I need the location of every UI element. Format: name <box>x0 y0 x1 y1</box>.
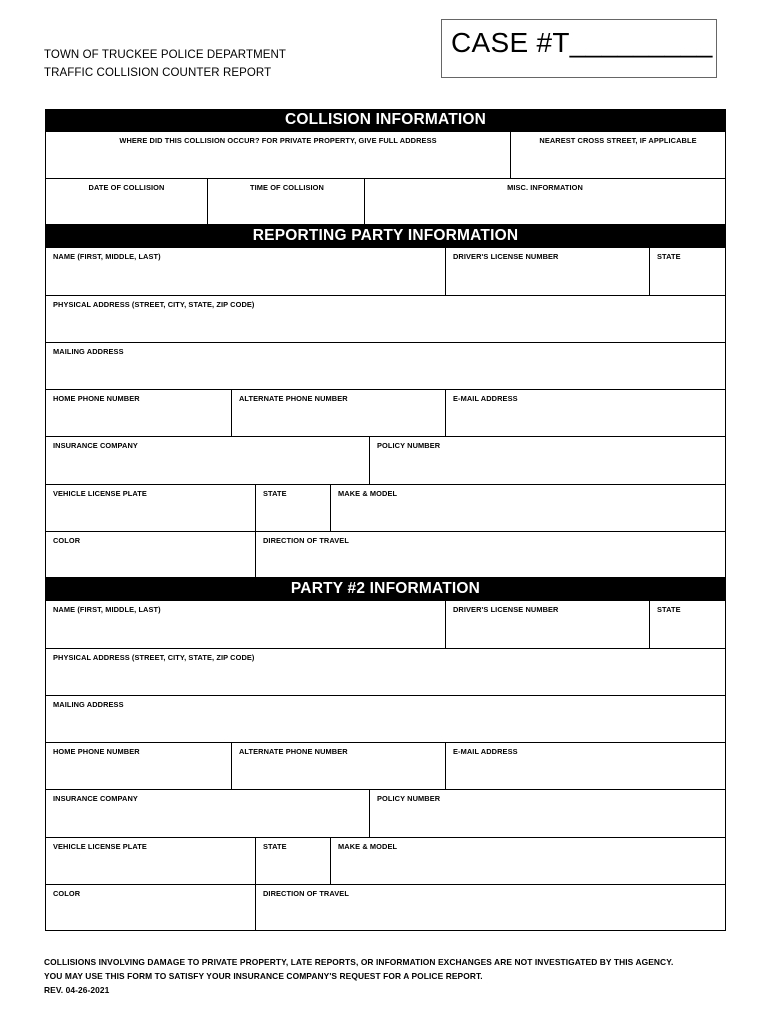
p2-mailing-address-field[interactable] <box>45 695 726 743</box>
p2-policy-field[interactable] <box>369 789 726 838</box>
misc-info-field[interactable] <box>364 178 726 225</box>
p2-dl-state-field[interactable] <box>649 600 726 649</box>
rp-mailing-address-field[interactable] <box>45 342 726 390</box>
collision-date-field[interactable] <box>45 178 208 225</box>
p2-plate-state-field[interactable] <box>255 837 331 885</box>
rp-mailing-address-label: MAILING ADDRESS <box>53 347 124 356</box>
p2-insurance-label: INSURANCE COMPANY <box>53 794 138 803</box>
p2-home-phone-field[interactable] <box>45 742 232 790</box>
rp-insurance-label: INSURANCE COMPANY <box>53 441 138 450</box>
footer-insurance-note: YOU MAY USE THIS FORM TO SATISFY YOUR INSURANCE COMPANY'S REQUEST FOR A POLICE REPORT. <box>44 971 483 981</box>
collision-location-label: WHERE DID THIS COLLISION OCCUR? FOR PRIVATE PROPERTY, GIVE FULL ADDRESS <box>119 136 437 145</box>
rp-insurance-field[interactable] <box>45 436 370 485</box>
department-name: TOWN OF TRUCKEE POLICE DEPARTMENT <box>44 49 287 61</box>
p2-insurance-field[interactable] <box>45 789 370 838</box>
p2-plate-field[interactable] <box>45 837 256 885</box>
rp-dl-label: DRIVER'S LICENSE NUMBER <box>453 252 559 261</box>
p2-physical-address-field[interactable] <box>45 648 726 696</box>
rp-dl-state-label: STATE <box>657 252 681 261</box>
p2-direction-label: DIRECTION OF TRAVEL <box>263 889 349 898</box>
rp-direction-field[interactable] <box>255 531 726 578</box>
party2-section-header: PARTY #2 INFORMATION <box>45 578 726 600</box>
collision-date-label: DATE OF COLLISION <box>88 183 165 192</box>
cross-street-label: NEAREST CROSS STREET, IF APPLICABLE <box>539 136 697 145</box>
report-title: TRAFFIC COLLISION COUNTER REPORT <box>44 67 272 79</box>
rp-alt-phone-label: ALTERNATE PHONE NUMBER <box>239 394 348 403</box>
p2-name-field[interactable] <box>45 600 446 649</box>
p2-dl-field[interactable] <box>445 600 650 649</box>
case-number-field[interactable]: CASE #T_________ <box>441 19 717 78</box>
p2-email-label: E-MAIL ADDRESS <box>453 747 518 756</box>
rp-make-model-field[interactable] <box>330 484 726 532</box>
collision-time-label: TIME OF COLLISION <box>250 183 324 192</box>
p2-physical-address-label: PHYSICAL ADDRESS (STREET, CITY, STATE, ZIP CODE) <box>53 653 255 662</box>
rp-home-phone-label: HOME PHONE NUMBER <box>53 394 140 403</box>
rp-dl-state-field[interactable] <box>649 247 726 296</box>
p2-policy-label: POLICY NUMBER <box>377 794 441 803</box>
p2-dl-state-label: STATE <box>657 605 681 614</box>
rp-email-field[interactable] <box>445 389 726 437</box>
p2-alt-phone-label: ALTERNATE PHONE NUMBER <box>239 747 348 756</box>
collision-location-field[interactable] <box>45 131 511 179</box>
p2-home-phone-label: HOME PHONE NUMBER <box>53 747 140 756</box>
p2-color-field[interactable] <box>45 884 256 931</box>
rp-plate-state-label: STATE <box>263 489 287 498</box>
p2-make-model-field[interactable] <box>330 837 726 885</box>
rp-direction-label: DIRECTION OF TRAVEL <box>263 536 349 545</box>
rp-plate-field[interactable] <box>45 484 256 532</box>
reporting-party-section-header: REPORTING PARTY INFORMATION <box>45 225 726 247</box>
rp-plate-state-field[interactable] <box>255 484 331 532</box>
collision-time-field[interactable] <box>207 178 365 225</box>
p2-direction-field[interactable] <box>255 884 726 931</box>
rp-policy-field[interactable] <box>369 436 726 485</box>
rp-make-model-label: MAKE & MODEL <box>338 489 398 498</box>
rp-alt-phone-field[interactable] <box>231 389 446 437</box>
rp-physical-address-field[interactable] <box>45 295 726 343</box>
p2-email-field[interactable] <box>445 742 726 790</box>
cross-street-field[interactable] <box>510 131 726 179</box>
rp-policy-label: POLICY NUMBER <box>377 441 441 450</box>
rp-physical-address-label: PHYSICAL ADDRESS (STREET, CITY, STATE, ZIP CODE) <box>53 300 255 309</box>
p2-plate-label: VEHICLE LICENSE PLATE <box>53 842 147 851</box>
misc-info-label: MISC. INFORMATION <box>507 183 583 192</box>
footer-disclaimer: COLLISIONS INVOLVING DAMAGE TO PRIVATE PROPERTY, LATE REPORTS, OR INFORMATION EXCHANGES ARE NOT INVESTIGATED BY THIS AGENCY. <box>44 957 674 967</box>
rp-plate-label: VEHICLE LICENSE PLATE <box>53 489 147 498</box>
p2-dl-label: DRIVER'S LICENSE NUMBER <box>453 605 559 614</box>
p2-plate-state-label: STATE <box>263 842 287 851</box>
p2-name-label: NAME (FIRST, MIDDLE, LAST) <box>53 605 161 614</box>
p2-alt-phone-field[interactable] <box>231 742 446 790</box>
rp-name-field[interactable] <box>45 247 446 296</box>
footer-revision: REV. 04-26-2021 <box>44 985 110 995</box>
rp-color-label: COLOR <box>53 536 81 545</box>
rp-home-phone-field[interactable] <box>45 389 232 437</box>
rp-email-label: E-MAIL ADDRESS <box>453 394 518 403</box>
rp-color-field[interactable] <box>45 531 256 578</box>
collision-section-header: COLLISION INFORMATION <box>45 109 726 131</box>
p2-mailing-address-label: MAILING ADDRESS <box>53 700 124 709</box>
rp-name-label: NAME (FIRST, MIDDLE, LAST) <box>53 252 161 261</box>
p2-color-label: COLOR <box>53 889 81 898</box>
p2-make-model-label: MAKE & MODEL <box>338 842 398 851</box>
rp-dl-field[interactable] <box>445 247 650 296</box>
